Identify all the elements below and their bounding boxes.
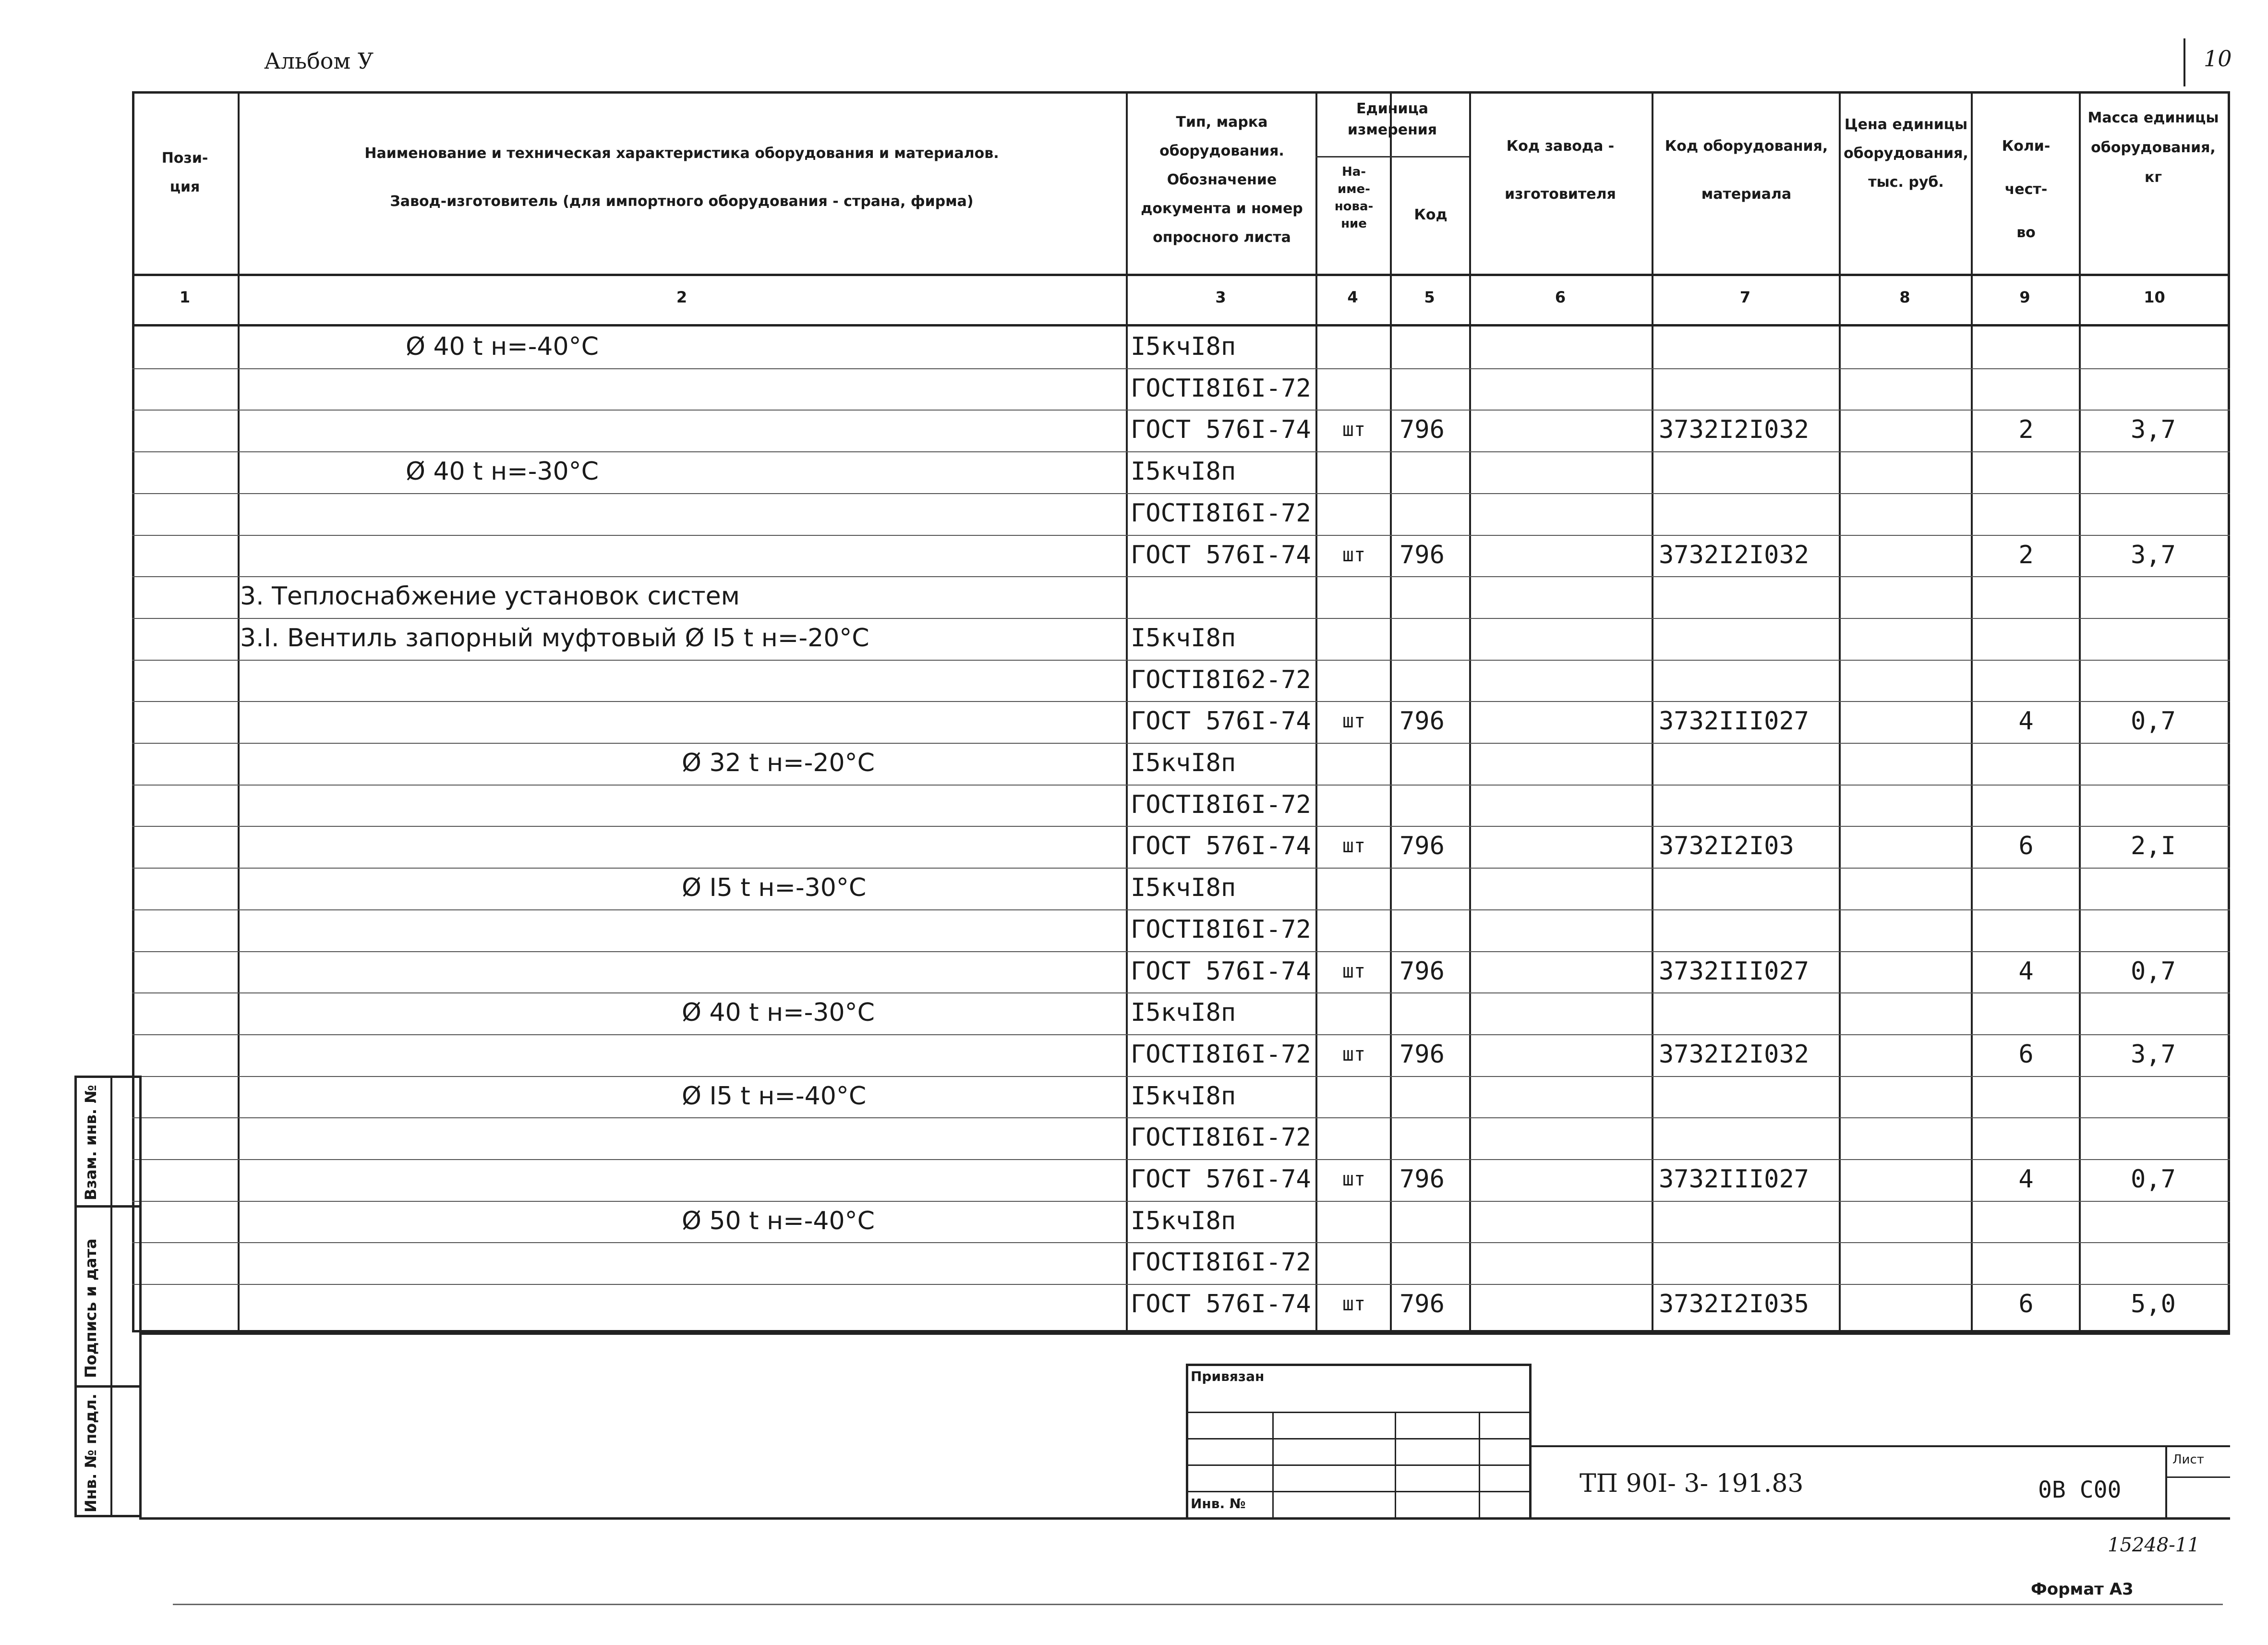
stamp-sign-date: Подпись и дата bbox=[82, 1238, 100, 1378]
cell-type: I5кчI8п bbox=[1131, 998, 1236, 1027]
column-number: 4 bbox=[1347, 288, 1358, 306]
row-rule bbox=[132, 1201, 2230, 1202]
cell-type: I5кчI8п bbox=[1131, 1207, 1236, 1235]
column-divider bbox=[238, 91, 240, 1332]
column-number: 1 bbox=[179, 288, 191, 306]
row-rule bbox=[132, 660, 2230, 661]
cell-name: Ø 50 t н=-40°С bbox=[682, 1207, 875, 1235]
row-rule bbox=[132, 785, 2230, 786]
column-number: 6 bbox=[1555, 288, 1566, 306]
binding-rule bbox=[1272, 1412, 1274, 1520]
title-rule bbox=[1532, 1445, 2230, 1447]
stamp-divider bbox=[110, 1076, 112, 1517]
cell-mass: 3,7 bbox=[2131, 1040, 2176, 1069]
col-header-factory-code bbox=[1472, 122, 1649, 218]
column-number: 9 bbox=[2019, 288, 2030, 306]
cell-name: Ø I5 t н=-40°С bbox=[682, 1082, 867, 1111]
cell-unit-code: 796 bbox=[1399, 1165, 1445, 1194]
cell-equipment-code: 3732I2I032 bbox=[1659, 415, 1810, 444]
cell-type: I5кчI8п bbox=[1131, 624, 1236, 653]
column-divider bbox=[1469, 91, 1471, 1332]
cell-type: I5кчI8п bbox=[1131, 457, 1236, 486]
column-number: 3 bbox=[1215, 288, 1226, 306]
album-label: Альбом У bbox=[264, 48, 374, 74]
cell-type: I5кчI8п bbox=[1131, 1082, 1236, 1111]
cell-unit-code: 796 bbox=[1399, 415, 1445, 444]
corner-rule bbox=[2184, 38, 2185, 86]
col-header-position bbox=[134, 144, 235, 202]
cell-quantity: 6 bbox=[2018, 832, 2034, 860]
cell-quantity: 4 bbox=[2018, 1165, 2034, 1194]
sheet-label: Лист bbox=[2172, 1452, 2204, 1467]
row-rule bbox=[132, 618, 2230, 619]
col-header-quantity bbox=[1973, 125, 2079, 254]
col-header-equipment-code bbox=[1654, 122, 1839, 218]
cell-type: ГОСТI8I6I-72 bbox=[1131, 1040, 1311, 1069]
row-rule bbox=[132, 826, 2230, 827]
column-divider bbox=[1839, 91, 1841, 1332]
cell-unit-code: 796 bbox=[1399, 1040, 1445, 1069]
cell-equipment-code: 3732I2I032 bbox=[1659, 541, 1810, 569]
cell-type: ГОСТ 576I-74 bbox=[1131, 1165, 1311, 1194]
row-rule bbox=[132, 868, 2230, 869]
row-rule bbox=[132, 1034, 2230, 1035]
column-number: 7 bbox=[1739, 288, 1751, 306]
stamp-replaced-inv: Взам. инв. № bbox=[82, 1085, 100, 1200]
col-header-price bbox=[1841, 110, 1971, 197]
cell-unit-name: шт bbox=[1342, 710, 1366, 732]
inv-label: Инв. № bbox=[1191, 1496, 1246, 1512]
cell-unit-code: 796 bbox=[1399, 1290, 1445, 1318]
column-number: 5 bbox=[1424, 288, 1435, 306]
bound-label: Привязан bbox=[1191, 1368, 1265, 1384]
cell-mass: 0,7 bbox=[2131, 1165, 2176, 1194]
column-divider bbox=[1390, 91, 1392, 1332]
cell-unit-name: шт bbox=[1342, 1168, 1366, 1190]
cell-unit-code: 796 bbox=[1399, 832, 1445, 860]
row-rule bbox=[132, 451, 2230, 452]
col-header-unit-code bbox=[1392, 202, 1469, 229]
col-header-unit-code-text: Код bbox=[1414, 206, 1448, 223]
sheet-number: 10 bbox=[2204, 46, 2232, 72]
cell-quantity: 4 bbox=[2018, 957, 2034, 986]
header-rule bbox=[132, 274, 2230, 276]
cell-type: ГОСТ 576I-74 bbox=[1131, 957, 1311, 986]
cell-mass: 3,7 bbox=[2131, 541, 2176, 569]
column-divider bbox=[1652, 91, 1653, 1332]
cell-name: 3.I. Вентиль запорный муфтовый Ø I5 t н=-20°С bbox=[240, 624, 869, 653]
cell-type: ГОСТ 576I-74 bbox=[1131, 415, 1311, 444]
cell-type: ГОСТ 576I-74 bbox=[1131, 1290, 1311, 1318]
cell-unit-name: шт bbox=[1342, 419, 1366, 441]
column-divider bbox=[1315, 91, 1317, 1332]
cell-name: Ø 40 t н=-30°С bbox=[406, 457, 599, 486]
binding-rule bbox=[1479, 1412, 1480, 1520]
row-rule bbox=[132, 535, 2230, 536]
cell-mass: 3,7 bbox=[2131, 415, 2176, 444]
col-header-unit-group-text: Единица измерения bbox=[1347, 100, 1437, 138]
cell-equipment-code: 3732III027 bbox=[1659, 957, 1810, 986]
cell-unit-name: шт bbox=[1342, 1043, 1366, 1065]
title-block bbox=[139, 1332, 2230, 1520]
col-header-position-text: Пози- ция bbox=[161, 150, 208, 195]
col-header-unit-name bbox=[1318, 163, 1390, 232]
cell-name: Ø 40 t н=-30°С bbox=[682, 998, 875, 1027]
column-number: 2 bbox=[676, 288, 688, 306]
column-divider bbox=[1971, 91, 1973, 1332]
row-rule bbox=[132, 701, 2230, 702]
bottom-rule bbox=[173, 1604, 2223, 1605]
cell-quantity: 2 bbox=[2018, 541, 2034, 569]
col-header-mass-text: Масса единицы оборудования, кг bbox=[2087, 109, 2219, 186]
col-header-unit-name-text: На- име- нова- ние bbox=[1334, 165, 1374, 231]
row-rule bbox=[132, 743, 2230, 744]
cell-quantity: 6 bbox=[2018, 1290, 2034, 1318]
col-header-unit-group bbox=[1318, 98, 1467, 141]
column-number: 8 bbox=[1899, 288, 1910, 306]
cell-quantity: 2 bbox=[2018, 415, 2034, 444]
row-rule bbox=[132, 951, 2230, 952]
cell-type: ГОСТI8I6I-72 bbox=[1131, 790, 1311, 819]
binding-rule bbox=[1395, 1412, 1396, 1520]
cell-type: ГОСТ 576I-74 bbox=[1131, 832, 1311, 860]
col-header-quantity-text: Коли- чест- во bbox=[2002, 138, 2051, 241]
title-rule bbox=[2165, 1445, 2167, 1520]
row-rule bbox=[132, 1117, 2230, 1118]
handwritten-number: 15248-11 bbox=[2108, 1534, 2200, 1556]
cell-type: ГОСТI8I6I-72 bbox=[1131, 1123, 1311, 1152]
col-header-equipment-code-text: Код оборудования, материала bbox=[1665, 138, 1828, 203]
row-rule bbox=[132, 410, 2230, 411]
column-divider bbox=[1126, 91, 1128, 1332]
cell-name: 3. Теплоснабжение установок систем bbox=[240, 582, 740, 611]
cell-quantity: 6 bbox=[2018, 1040, 2034, 1069]
row-rule bbox=[132, 1159, 2230, 1160]
cell-unit-code: 796 bbox=[1399, 707, 1445, 736]
cell-mass: 0,7 bbox=[2131, 957, 2176, 986]
cell-equipment-code: 3732III027 bbox=[1659, 1165, 1810, 1194]
col-header-name bbox=[240, 130, 1123, 226]
cell-type: I5кчI8п bbox=[1131, 873, 1236, 902]
cell-unit-name: шт bbox=[1342, 1293, 1366, 1315]
column-number: 10 bbox=[2144, 288, 2165, 306]
cell-type: ГОСТI8I6I-72 bbox=[1131, 499, 1311, 528]
cell-unit-name: шт bbox=[1342, 544, 1366, 566]
cell-type: I5кчI8п bbox=[1131, 332, 1236, 361]
stamp-divider bbox=[74, 1205, 142, 1208]
cell-name: Ø I5 t н=-30°С bbox=[682, 873, 867, 902]
col-header-name-text: Наименование и техническая характеристика оборудования и материалов. Завод-изготовитель (для импортного оборудования - страна, фирма) bbox=[364, 145, 999, 210]
cell-equipment-code: 3732I2I032 bbox=[1659, 1040, 1810, 1069]
cell-equipment-code: 3732I2I03 bbox=[1659, 832, 1794, 860]
row-rule bbox=[132, 1242, 2230, 1243]
header-rule bbox=[132, 324, 2230, 327]
header-rule bbox=[1315, 156, 1469, 157]
cell-unit-code: 796 bbox=[1399, 541, 1445, 569]
col-header-mass bbox=[2081, 103, 2225, 193]
cell-quantity: 4 bbox=[2018, 707, 2034, 736]
row-rule bbox=[132, 1284, 2230, 1285]
cell-mass: 0,7 bbox=[2131, 707, 2176, 736]
cell-type: I5кчI8п bbox=[1131, 749, 1236, 777]
cell-unit-name: шт bbox=[1342, 960, 1366, 982]
title-rule bbox=[2165, 1476, 2230, 1478]
col-header-type-text: Тип, марка оборудования. Обозначение документа и номер опросного листа bbox=[1141, 114, 1303, 246]
cell-unit-name: шт bbox=[1342, 835, 1366, 857]
cell-name: Ø 32 t н=-20°С bbox=[682, 749, 875, 777]
row-rule bbox=[132, 576, 2230, 577]
row-rule bbox=[132, 909, 2230, 910]
cell-mass: 5,0 bbox=[2131, 1290, 2176, 1318]
cell-equipment-code: 3732I2I035 bbox=[1659, 1290, 1810, 1318]
col-header-type bbox=[1128, 108, 1315, 252]
cell-type: ГОСТI8I62-72 bbox=[1131, 665, 1311, 694]
cell-type: ГОСТ 576I-74 bbox=[1131, 541, 1311, 569]
cell-equipment-code: 3732III027 bbox=[1659, 707, 1810, 736]
cell-mass: 2,I bbox=[2131, 832, 2176, 860]
cell-type: ГОСТ 576I-74 bbox=[1131, 707, 1311, 736]
document-code: ТП 90I- 3- 191.83 bbox=[1580, 1469, 1804, 1498]
row-rule bbox=[132, 1076, 2230, 1077]
row-rule bbox=[132, 493, 2230, 494]
cell-type: ГОСТI8I6I-72 bbox=[1131, 374, 1311, 403]
document-suffix: 0В С00 bbox=[2038, 1476, 2122, 1503]
stamp-inv-original: Инв. № подл. bbox=[82, 1393, 100, 1512]
cell-name: Ø 40 t н=-40°С bbox=[406, 332, 599, 361]
row-rule bbox=[132, 368, 2230, 369]
cell-type: ГОСТI8I6I-72 bbox=[1131, 1248, 1311, 1277]
col-header-price-text: Цена единицы оборудования, тыс. руб. bbox=[1844, 116, 1968, 191]
row-rule bbox=[132, 992, 2230, 993]
col-header-factory-code-text: Код завода - изготовителя bbox=[1505, 138, 1616, 203]
column-divider bbox=[2079, 91, 2081, 1332]
cell-unit-code: 796 bbox=[1399, 957, 1445, 986]
cell-type: ГОСТI8I6I-72 bbox=[1131, 915, 1311, 944]
format-label: Формат А3 bbox=[2031, 1580, 2134, 1599]
stamp-divider bbox=[74, 1385, 142, 1388]
